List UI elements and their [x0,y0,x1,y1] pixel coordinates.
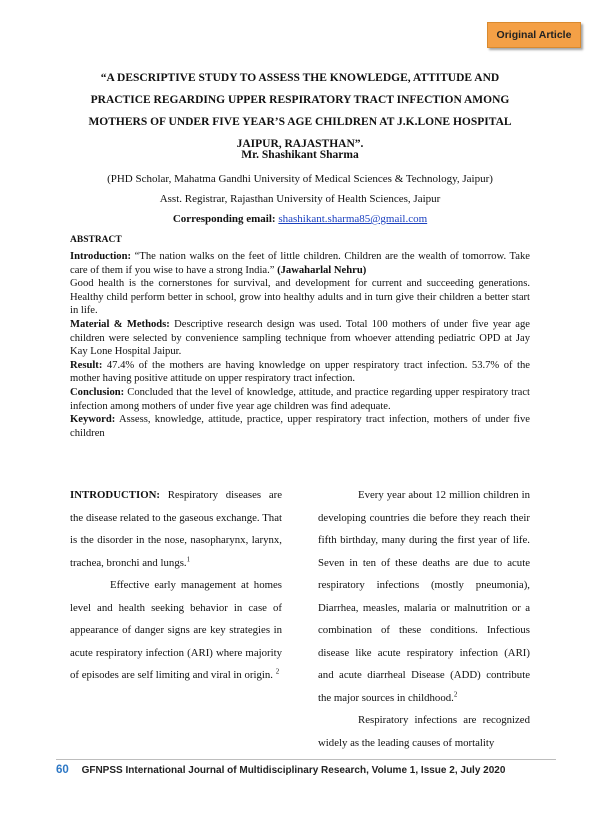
quote-author: (Jawaharlal Nehru) [277,264,367,276]
article-type-badge: Original Article [487,22,581,48]
citation-ref: 1 [186,554,191,563]
section-heading-introduction: INTRODUCTION: [70,489,160,501]
abstract-text: “The nation walks on the feet of little children. Children are the wealth of tomorrow. Take care of them if you wise to have a strong India.” [70,251,530,276]
body-paragraph [70,574,282,687]
abstract-text: Concluded that the level of knowledge, attitude, and practice regarding upper respiratory tract infection among mothers of under five year age children was find adequate. [70,386,530,412]
body-column-right [318,484,530,754]
title-line: PRACTICE REGARDING UPPER RESPIRATORY TRACT INFECTION AMONG [90,94,510,106]
corresponding-label: Corresponding email: [172,213,276,225]
corresponding-email [0,213,600,225]
abstract-label: Conclusion: [70,386,125,398]
abstract-label: Introduction: [70,251,132,262]
abstract-keywords [70,413,530,440]
author-name: Mr. Shashikant Sharma [241,149,359,161]
abstract-conclusion [70,386,530,413]
abstract-result [70,359,530,386]
abstract-text: 47.4% of the mothers are having knowledge on upper respiratory tract infection. 53.7% of the mother having positive attitude on upper respiratory tract infection. [70,359,530,385]
abstract-label: Keyword: [70,414,116,426]
body-column-left [70,484,282,687]
abstract-body [70,250,530,440]
body-paragraph [70,484,282,574]
abstract-methods [70,318,530,359]
abstract-heading: ABSTRACT [70,235,122,245]
author-position: Asst. Registrar, Rajasthan University of Health Sciences, Jaipur [159,193,441,205]
email-link[interactable]: shashikant.sharma85@gmail.com [278,213,428,225]
abstract-label: Material & Methods: [70,318,170,330]
abstract-text: Assess, knowledge, attitude, practice, upper respiratory tract infection, mothers of under five children [70,414,530,439]
body-text: Respiratory diseases are the disease related to the gaseous exchange. That is the disorder in the nose, nasopharynx, larynx, trachea, bronchi and lungs. [70,489,282,569]
author-affiliation: (PHD Scholar, Mahatma Gandhi University of Medical Sciences & Technology, Jaipur) [107,173,493,185]
title-line: JAIPUR, RAJASTHAN”. [236,138,364,150]
abstract-text: Descriptive research design was used. Total 100 mothers of under five year age children were selected by convenience sampling technique from whoever attending pediatric OPD at Jay Kay Lone Hospital Jaipur. [70,318,530,358]
page-number: 60 [56,764,69,776]
abstract-paragraph: Good health is the cornerstones for survival, and development for current and succeeding generations. Healthy child perform better in school, grow into healthy adults and in turn give their children a better start in life. [70,278,530,317]
title-line: “A DESCRIPTIVE STUDY TO ASSESS THE KNOWLEDGE, ATTITUDE AND [100,72,500,84]
title-line: MOTHERS OF UNDER FIVE YEAR’S AGE CHILDREN AT J.K.LONE HOSPITAL [88,116,512,128]
body-paragraph [318,709,530,754]
journal-citation: GFNPSS International Journal of Multidisciplinary Research, Volume 1, Issue 2, July 2020 [81,765,506,776]
paper-title [80,67,520,155]
body-text: Every year about 12 million children in developing countries die before they reach their fifth birthday, many during the first year of life. Seven in ten of these deaths are due to acute respiratory infections (mostly pneumonia), Diarrhea, measles, malaria or malnutrition or a combination of these conditions. Infectious disease like acute respiratory infection (ARI) and acute diarrheal Disease (ADD) contribute the major sources in childhood. [318,489,530,704]
page-footer [56,759,556,776]
body-paragraph [318,484,530,709]
body-text: Respiratory infections are recognized widely as the leading causes of mortality [318,714,530,749]
abstract-introduction [70,250,530,277]
body-text: Effective early management at homes level and health seeking behavior in case of appearance of danger signs are key strategies in acute respiratory infection (ARI) where majority of episodes are self limiting and viral in origin. [70,579,282,681]
citation-ref: 2 [453,689,458,698]
citation-ref: 2 [275,667,280,676]
abstract-label: Result: [70,359,103,371]
